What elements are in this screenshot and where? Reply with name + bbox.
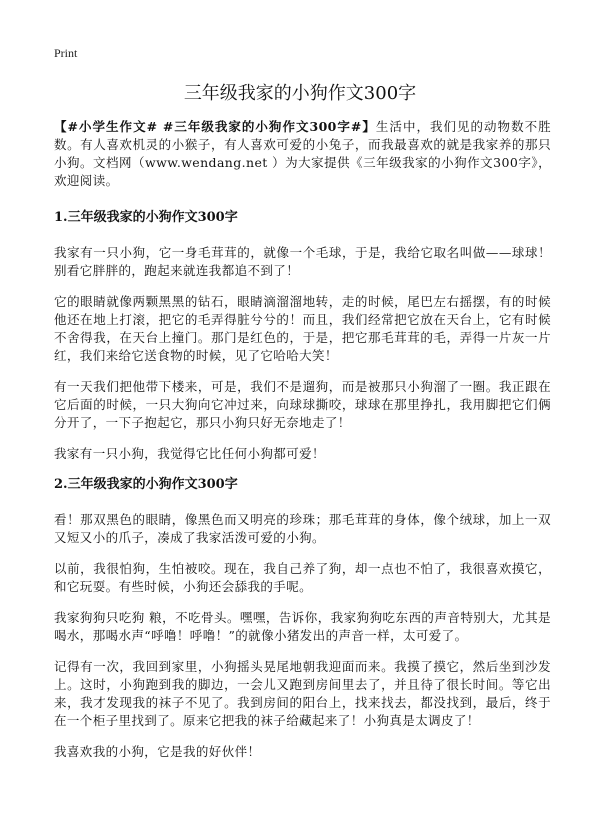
- section-2-paragraph-1: 看！那双黑色的眼睛，像黑色而又明亮的珍珠；那毛茸茸的身体，像个绒球，加上一双又短又小的爪子，凑成了我家活泼可爱的小狗。: [54, 512, 551, 545]
- section-1-paragraph-2: 它的眼睛就像两颗黑黑的钻石，眼睛滴溜溜地转，走的时候，尾巴左右摇摆，有的时候他还在地上打滚，把它的毛弄得脏兮兮的！而且，我们经常把它放在天台上，它有时候不舍得我，在天台上撞门。那门是红色的，于是，把它那毛茸茸的毛，弄得一片灰一片红，我们来给它送食物的时候，见了它哈哈大笑！: [54, 294, 551, 363]
- section-2-heading: 2.三年级我家的小狗作文300字: [54, 477, 238, 492]
- section-2-paragraph-4: 记得有一次，我回到家里，小狗摇头晃尾地朝我迎面而来。我摸了摸它，然后坐到沙发上。这时，小狗跑到我的脚边，一会儿又跑到房间里去了，并且待了很长时间。等它出来，我才发现我的袜子不见了。我到房间的阳台上，找来找去，都没找到，最后，终于在一个柜子里找到了。原来它把我的袜子给藏起来了！小狗真是太调皮了！: [54, 659, 551, 728]
- section-1-paragraph-4: 我家有一只小狗，我觉得它比任何小狗都可爱！: [54, 446, 325, 461]
- section-1-heading: 1.三年级我家的小狗作文300字: [54, 210, 238, 225]
- section-2-paragraph-5: 我喜欢我的小狗，它是我的好伙伴！: [54, 744, 261, 759]
- section-2-paragraph-3: 我家狗狗只吃狗 粮，不吃骨头。嘿嘿，告诉你，我家狗狗吃东西的声音特别大，尤其是喝水，那喝水声“呼噜！呼噜！”的就像小猪发出的声音一样，太可爱了。: [54, 610, 551, 643]
- page-title: 三年级我家的小狗作文300字: [183, 83, 417, 104]
- intro-text: 生活中，我们见的动物数不胜数。有人喜欢机灵的小猴子，有人喜欢可爱的小兔子，而我最喜欢的就是我家养的那只小狗。文档网（www.wendang.net ）为大家提供《三年级我家的小狗作文300字》，欢迎阅读。: [54, 119, 551, 188]
- intro-paragraph: [54, 118, 551, 190]
- section-1-paragraph-1: 我家有一只小狗，它一身毛茸茸的，就像一个毛球，于是，我给它取名叫做——球球！别看它胖胖的，跑起来就连我都追不到了！: [54, 245, 551, 278]
- section-1-paragraph-3: 有一天我们把他带下楼来，可是，我们不是遛狗，而是被那只小狗溜了一圈。我正跟在它后面的时候，一只大狗向它冲过来，向球球撕咬，球球在那里挣扎，我用脚把它们俩分开了，一下子抱起它，那只小狗只好无奈地走了！: [54, 379, 551, 430]
- article-body: [54, 118, 551, 774]
- print-label: Print: [54, 46, 78, 60]
- intro-tags: 【#小学生作文# #三年级我家的小狗作文300字#】: [54, 119, 376, 134]
- section-2-paragraph-2: 以前，我很怕狗，生怕被咬。现在，我自己养了狗，却一点也不怕了，我很喜欢摸它，和它玩耍。有些时候，小狗还会舔我的手呢。: [54, 561, 551, 594]
